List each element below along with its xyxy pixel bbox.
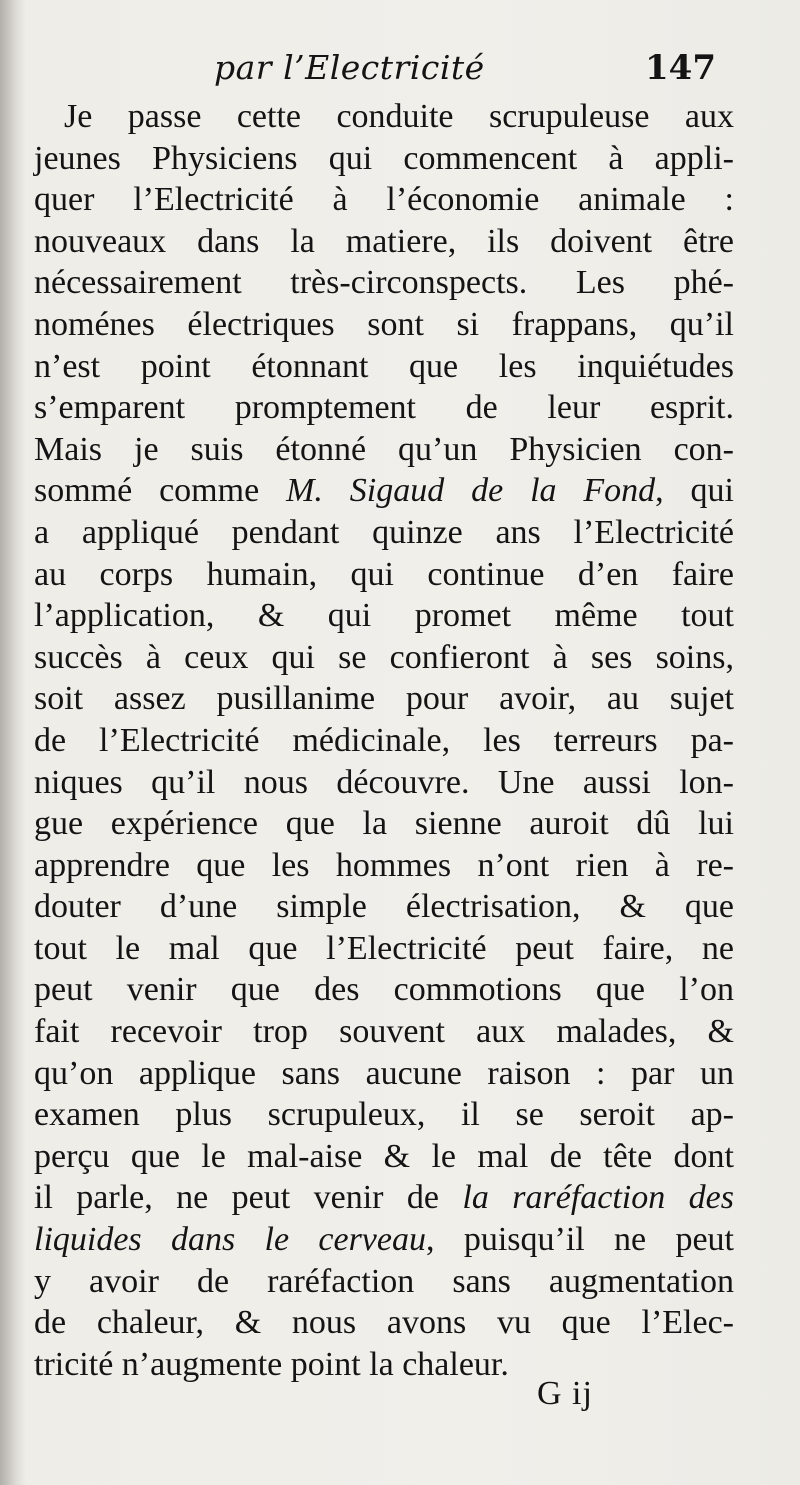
text-line (34, 1177, 734, 1219)
text-line: tricité n’augmente point la chaleur. (34, 1345, 509, 1383)
text-line: nouveaux dans la matiere, ils doivent être (34, 222, 734, 260)
text-line: examen plus scrupuleux, il se seroit ap- (34, 1096, 734, 1134)
text-line: apprendre que les hommes n’ont rien à re- (34, 846, 734, 884)
text-line: noménes électriques sont si frappans, qu’il (34, 305, 734, 343)
text-line: s’emparent promptement de leur esprit. (34, 389, 734, 427)
italic-span: M. Sigaud de la Fond (286, 472, 656, 510)
text-line: quer l’Electricité à l’économie animale : (34, 181, 734, 219)
text-line: n’est point étonnant que les inquiétudes (34, 347, 734, 385)
text-line: douter d’une simple électrisation, & que (34, 888, 734, 926)
text-line: l’application, & qui promet même tout (34, 597, 734, 635)
text-line: perçu que le mal-aise & le mal de tête dont (34, 1137, 734, 1175)
text-line: au corps humain, qui continue d’en faire (34, 555, 734, 593)
text-line: Mais je suis étonné qu’un Physicien con- (34, 430, 734, 468)
text-line: Je passe cette conduite scrupuleuse aux (64, 98, 734, 135)
body-text (34, 96, 734, 1385)
text-line: fait recevoir trop souvent aux malades, & (34, 1013, 734, 1051)
text-line (34, 1219, 734, 1261)
text-span: il parle, ne peut venir de (34, 1179, 463, 1217)
text-line: jeunes Physiciens qui commencent à appli- (34, 139, 734, 177)
text-line: de chaleur, & nous avons vu que l’Elec- (34, 1304, 734, 1342)
text-line: y avoir de raréfaction sans augmentation (34, 1262, 734, 1300)
text-line: peut venir que des commotions que l’on (34, 971, 734, 1009)
text-line: niques qu’il nous découvre. Une aussi lon- (34, 763, 734, 801)
italic-span: liquides dans le cerveau (34, 1221, 426, 1259)
text-line: qu’on applique sans aucune raison : par un (34, 1054, 734, 1092)
running-title: par l’Electricité (214, 48, 485, 87)
text-line: gue expérience que la sienne auroit dû lui (34, 805, 734, 843)
page-header (0, 48, 800, 94)
text-span: , qui (655, 472, 734, 510)
text-line: succès à ceux qui se confieront à ses soins, (34, 638, 734, 676)
text-line: tout le mal que l’Electricité peut faire, ne (34, 929, 734, 967)
gutter-shadow (0, 0, 26, 1485)
page-number: 147 (645, 48, 716, 88)
italic-span: la raréfaction des (462, 1179, 734, 1217)
text-line: a appliqué pendant quinze ans l’Electricité (34, 513, 734, 551)
text-line (34, 470, 734, 512)
text-line: nécessairement très-circonspects. Les phé- (34, 264, 734, 302)
text-line: soit assez pusillanime pour avoir, au sujet (34, 680, 734, 718)
text-line: de l’Electricité médicinale, les terreurs pa- (34, 721, 734, 759)
text-span: sommé comme (34, 472, 287, 510)
text-span: , puisqu’il ne peut (426, 1221, 734, 1259)
signature-mark: G ij (537, 1375, 593, 1412)
